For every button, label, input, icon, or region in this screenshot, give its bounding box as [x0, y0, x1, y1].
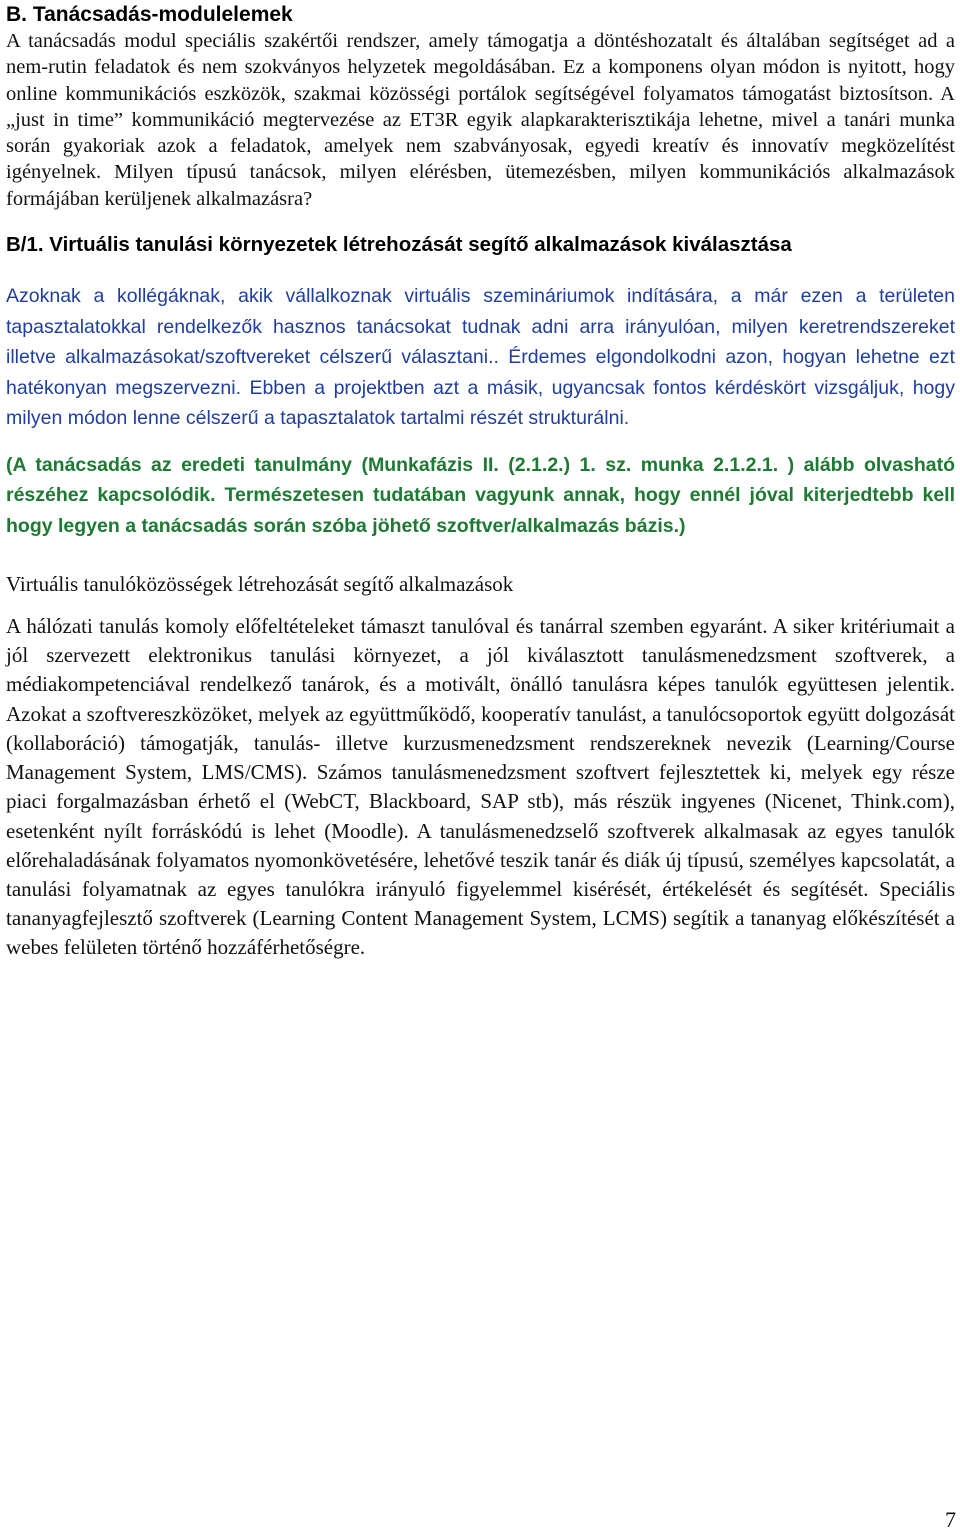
subsection-title: B/1. Virtuális tanulási környezetek létrehozását segítő alkalmazások kiválasztása [6, 233, 792, 257]
page-number: 7 [945, 1507, 956, 1532]
note-paragraph-part2: Természetesen tudatában vagyunk annak, hogy ennél jóval kiterjedtebb kell hogy legyen a tanácsadás során szóba jöhető szoftver/alkalmazás bázis.) [6, 484, 956, 537]
note-paragraph-part1: (A tanácsadás az eredeti tanulmány (Munkafázis II. (2.1.2.) 1. sz. munka 2.1.2.1. ) alább olvasható részéhez kapcsolódik. [6, 453, 955, 507]
advice-paragraph [6, 281, 955, 434]
advice-paragraph-part2: . Érdemes elgondolkodni azon, hogyan lehetne ezt hatékonyan megszervezni. [6, 346, 955, 399]
section-title: B. Tanácsadás-modulelemek [6, 3, 293, 26]
virtual-communities-paragraph: A hálózati tanulás komoly előfeltételeket támaszt tanulóval és tanárral szemben egyaránt. A siker kritériumait a jól szervezett elektronikus tanulási környezet, a jól kiválasztott tanulásmenedzsment szoftverek, a médiakompetenciával rendelkező tanárok, és a motivált, önálló tanulásra képes tanulók együttesen jelentik. Azokat a szoftvereszközöket, melyek az együttműködő, kooperatív tanulást, a tanulócsoportok együtt dolgozását (kollaboráció) támogatják, tanulás- illetve kurzusmenedzsment rendszereknek nevezik (Learning/Course Management System, LMS/CMS). Számos tanulásmenedzsment szoftvert fejlesztettek ki, melyek egy része piaci forgalmazásban érhető el (WebCT, Blackboard, SAP stb), más részük ingyenes (Nicenet, Think.com), esetenként nyílt forráskódú is lehet (Moodle). A tanulásmenedzselő szoftverek alkalmasak az egyes tanulók előrehaladásának folyamatos nyomonkövetésére, lehetővé teszik tanár és diák új típusú, személyes kapcsolatát, a tanulási folyamatnak az egyes tanulókra irányuló figyelemmel kisérését, értékelését és segítését. Speciális tananyagfejlesztő szoftverek (Learning Content Management System, LCMS) segítik a tananyag előkészítését a webes felületen történő hozzáférhetőségre. [6, 614, 955, 960]
section-intro-paragraph: A tanácsadás modul speciális szakértői rendszer, amely támogatja a döntéshozatalt és általában segítséget ad a nem-rutin feladatok és nem szokványos helyzetek megoldásában. Ez a komponens olyan módon is nyitott, hogy online kommunikációs eszközök, szakmai közösségi portálok segítségével folyamatos támogatást biztosítson. A „just in time” kommunikáció megtervezése az ET3R egyik alapkarakterisztikája lehetne, mivel a tanári munka során gyakoriak azok a feladatok, amelyek nem szabványosak, egyedi kreatív és innovatív megközelítést igényelnek. Milyen típusú tanácsok, milyen elérésben, ütemezésben, milyen kommunikációs alkalmazások formájában kerüljenek alkalmazásra? [6, 30, 955, 210]
note-paragraph [6, 450, 955, 542]
advice-paragraph-part3: Ebben a projektben azt a másik, ugyancsak fontos kérdéskört vizsgáljuk, hogy milyen módon lenne célszerű a tapasztalatok tartalmi részét strukturálni. [6, 376, 956, 430]
virtual-communities-heading: Virtuális tanulóközösségek létrehozását segítő alkalmazások [6, 572, 514, 597]
document-page [6, 0, 955, 963]
advice-paragraph-part1: Azoknak a kollégáknak, akik vállalkoznak virtuális szemináriumok indítására, a már ezen a területen tapasztalatokkal rendelkezők hasznos tanácsokat tudnak adni arra irányulóan, milyen keretrendszereket illetve alkalmazásokat/szoftvereket célszerű választani. [6, 285, 955, 369]
